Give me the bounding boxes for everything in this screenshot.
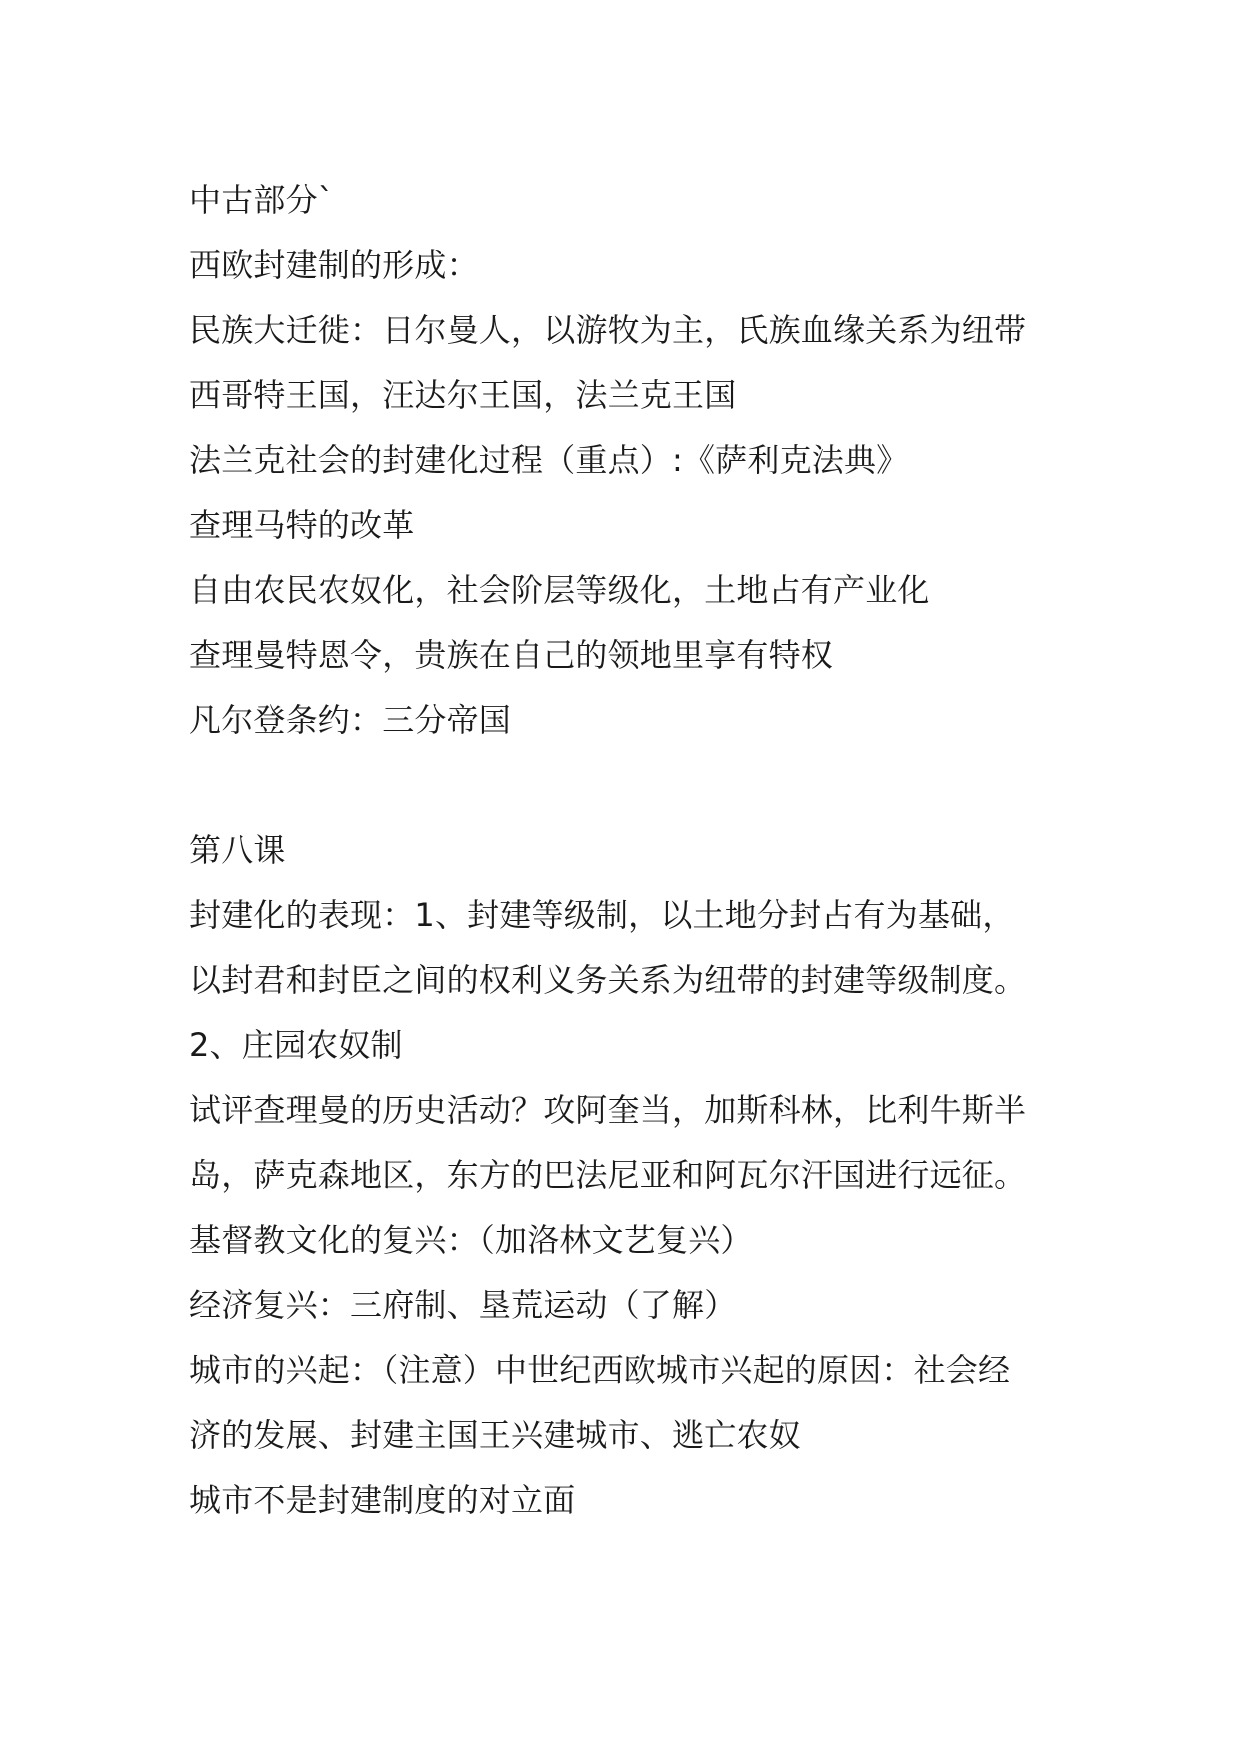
text-line: 城市的兴起：（注意）中世纪西欧城市兴起的原因：社会经 [189, 1351, 1011, 1389]
text-line: 查理马特的改革 [189, 506, 415, 544]
text-line: 以封君和封臣之间的权利义务关系为纽带的封建等级制度。 [189, 961, 1027, 999]
text-line: 岛，萨克森地区，东方的巴法尼亚和阿瓦尔汗国进行远征。 [189, 1156, 1027, 1194]
section-title: 中古部分` [189, 181, 335, 219]
text-line: 城市不是封建制度的对立面 [189, 1481, 576, 1519]
text-line: 法兰克社会的封建化过程（重点）:《萨利克法典》 [189, 441, 909, 479]
text-line: 西哥特王国，汪达尔王国，法兰克王国 [189, 376, 737, 414]
text-line: 查理曼特恩令，贵族在自己的领地里享有特权 [189, 636, 834, 674]
lesson-heading: 第八课 [189, 831, 286, 869]
text-line: 2、庄园农奴制 [189, 1026, 403, 1064]
document-body [189, 168, 1069, 1533]
paragraph-spacer [189, 753, 1069, 818]
text-line: 民族大迁徙：日尔曼人，以游牧为主，氏族血缘关系为纽带 [189, 311, 1027, 349]
text-line: 经济复兴：三府制、垦荒运动（了解） [189, 1286, 737, 1324]
text-line: 封建化的表现：1、封建等级制，以土地分封占有为基础， [189, 896, 1015, 934]
text-line: 试评查理曼的历史活动？攻阿奎当，加斯科林，比利牛斯半 [189, 1091, 1027, 1129]
text-line: 自由农民农奴化，社会阶层等级化，土地占有产业化 [189, 571, 930, 609]
text-line: 济的发展、封建主国王兴建城市、逃亡农奴 [189, 1416, 801, 1454]
text-line: 凡尔登条约：三分帝国 [189, 701, 512, 739]
text-line: 西欧封建制的形成： [189, 246, 479, 284]
text-line: 基督教文化的复兴：（加洛林文艺复兴） [189, 1221, 753, 1259]
